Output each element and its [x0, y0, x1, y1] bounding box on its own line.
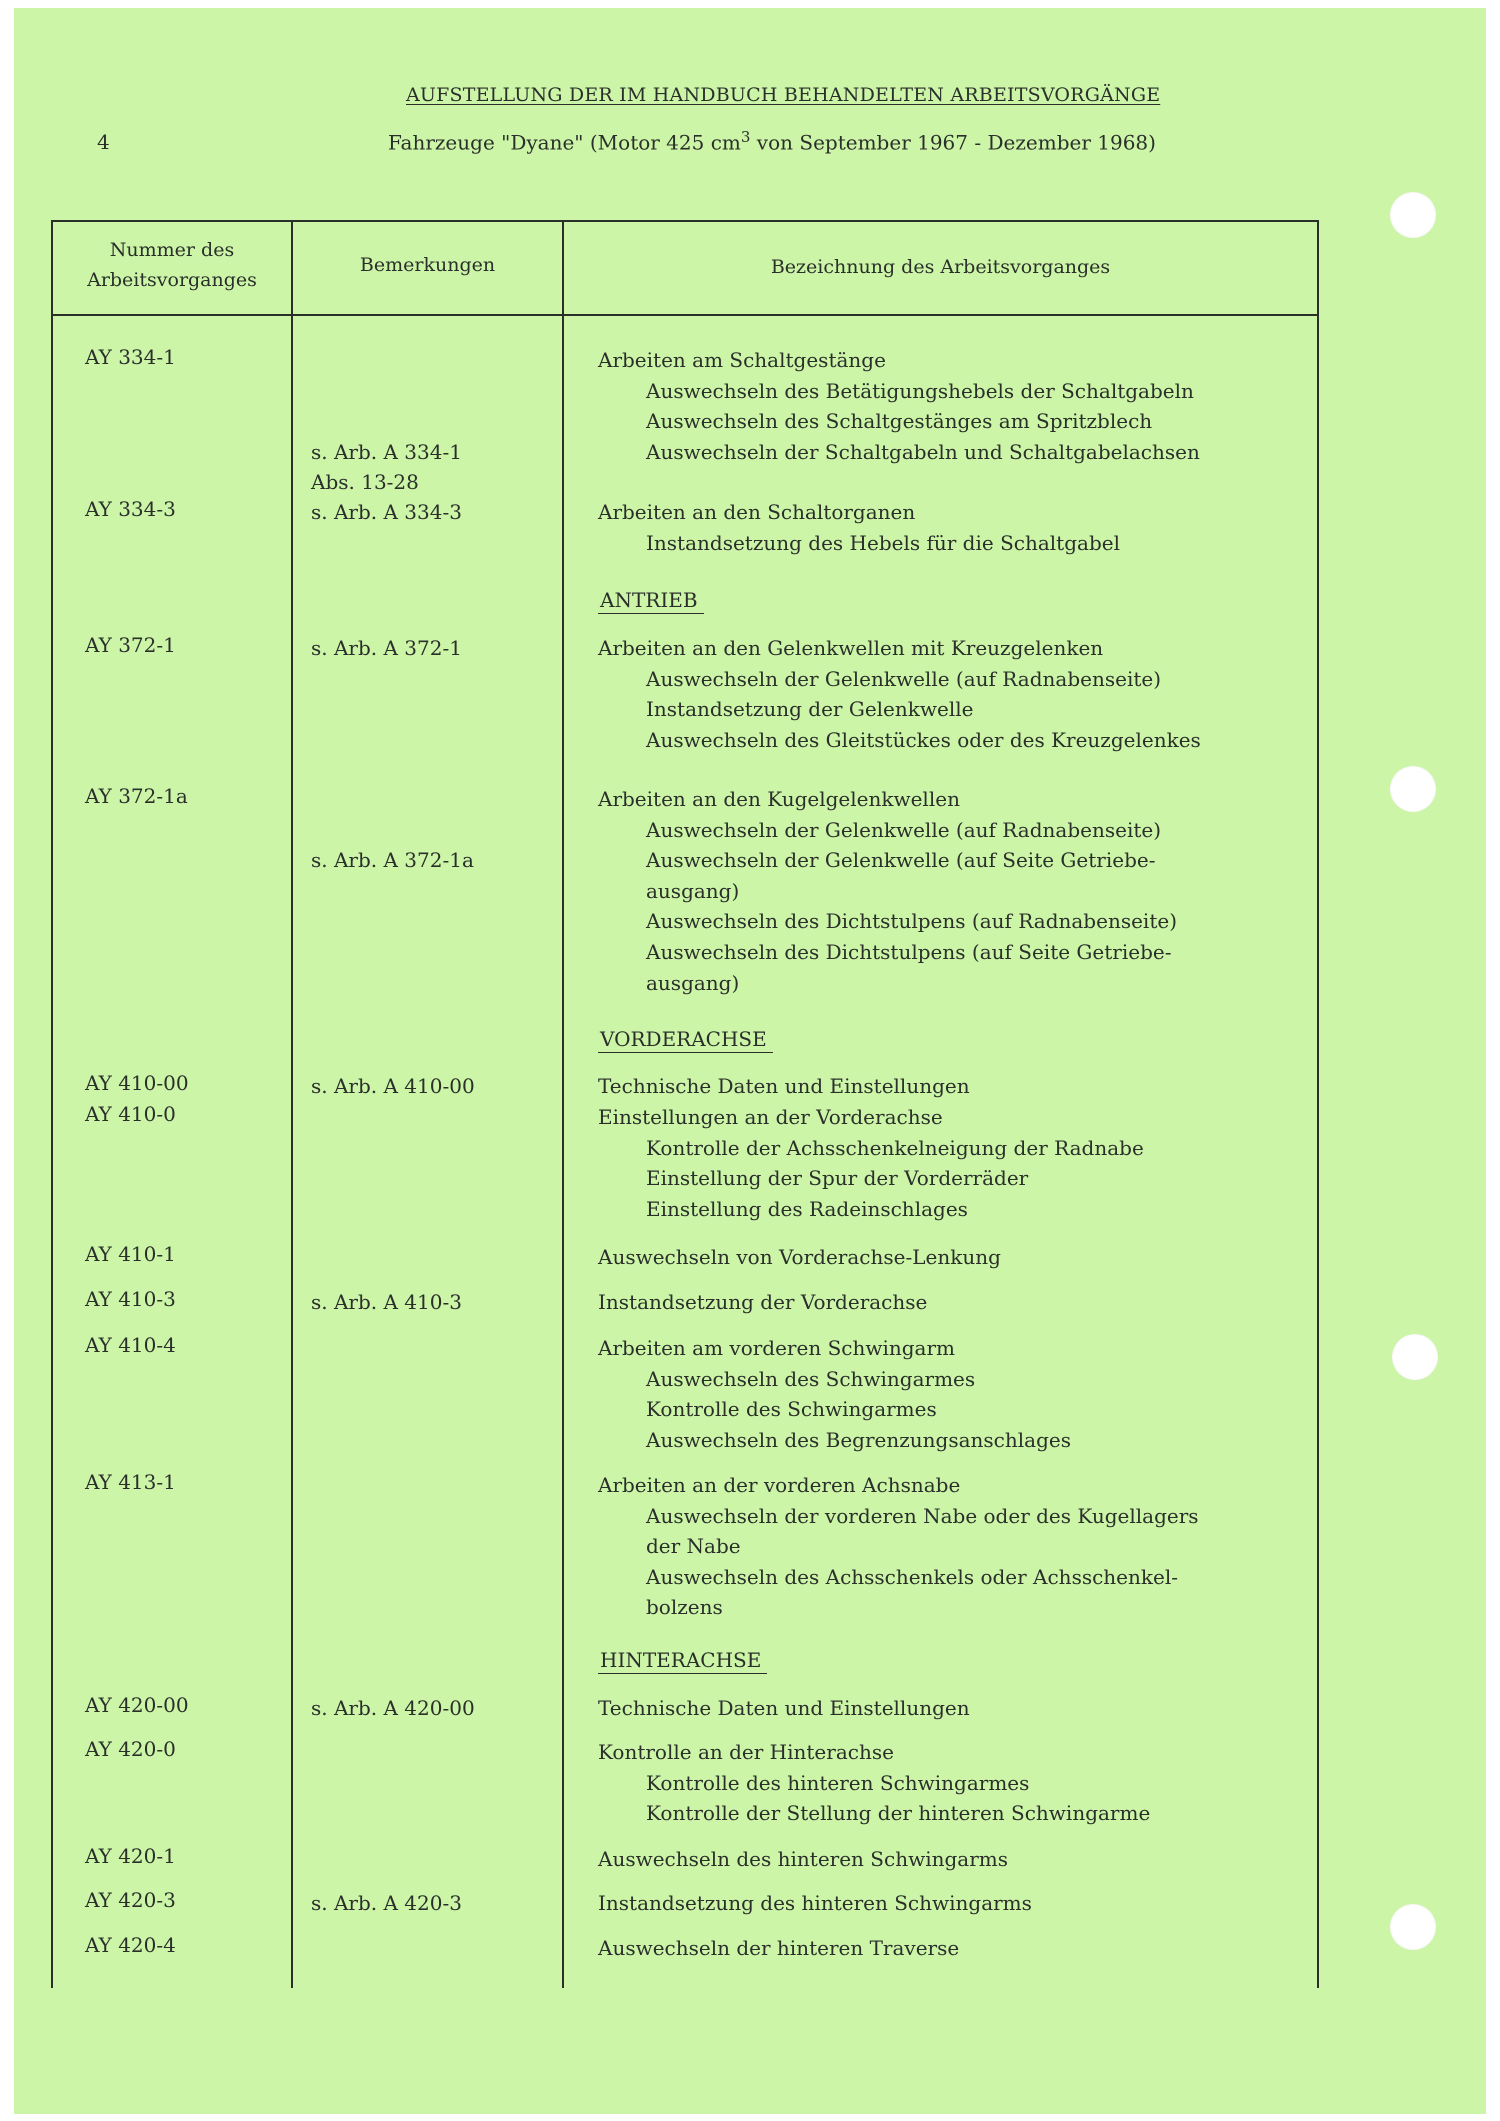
document-subtitle: [388, 128, 1156, 155]
sub-operation-line: Auswechseln des Schwingarmes: [646, 1366, 976, 1391]
punch-hole: [1392, 1334, 1438, 1380]
operation-title: Arbeiten an den Kugelgelenkwellen: [598, 787, 960, 811]
sub-operation-line: Auswechseln der vorderen Nabe oder des Kugellagers: [646, 1503, 1199, 1528]
operation-number: AY 420-1: [85, 1844, 176, 1868]
description-cell: [598, 1933, 1298, 1964]
sub-operation-line: Instandsetzung des Hebels für die Schaltgabel: [646, 530, 1120, 555]
description-cell: [598, 1844, 1298, 1875]
description-cell: [598, 1470, 1298, 1623]
sub-operation-line: Auswechseln des Achsschenkels oder Achsschenkel-: [646, 1564, 1179, 1589]
sub-operation-line: Auswechseln des Betätigungshebels der Schaltgabeln: [646, 378, 1194, 403]
remark-line: Abs. 13-28: [311, 470, 419, 495]
punch-hole: [1390, 766, 1436, 812]
description-cell: [598, 345, 1298, 467]
column-header-number-line2: Arbeitsvorganges: [87, 269, 257, 291]
remark-line: [311, 376, 571, 407]
description-cell: [598, 1287, 1298, 1318]
sub-operation-line: Instandsetzung der Gelenkwelle: [646, 697, 974, 722]
remark-line: s. Arb. A 410-3: [311, 1290, 462, 1314]
remark-line: [311, 784, 571, 815]
sub-operation-line: Einstellung des Radeinschlages: [646, 1196, 968, 1221]
operation-title: Technische Daten und Einstellungen: [598, 1074, 970, 1098]
description-cell: [598, 497, 1298, 558]
section-heading: VORDERACHSE: [598, 1026, 773, 1053]
column-header-number-line1: Nummer des: [109, 239, 235, 261]
subtitle-main: Fahrzeuge "Dyane" (Motor 425 cm: [388, 130, 741, 155]
sub-operation-line: Auswechseln des Gleitstückes oder des Kreuzgelenkes: [646, 727, 1201, 752]
operation-number: AY 372-1a: [85, 784, 188, 808]
remark-line: s. Arb. A 334-3: [311, 500, 462, 524]
sub-operation-line: Auswechseln der Gelenkwelle (auf Radnabenseite): [646, 817, 1162, 842]
operation-number: AY 334-3: [85, 497, 176, 521]
punch-hole: [1390, 192, 1436, 238]
operation-number: AY 420-3: [85, 1888, 176, 1912]
remarks-cell: [311, 784, 571, 876]
operation-title: Auswechseln von Vorderachse-Lenkung: [598, 1245, 1001, 1269]
remark-line: s. Arb. A 420-3: [311, 1891, 462, 1915]
operation-title: Arbeiten an den Schaltorganen: [598, 500, 916, 524]
operation-number: AY 410-00: [85, 1071, 189, 1095]
operations-table: [51, 207, 1319, 1988]
operation-number: AY 410-4: [85, 1333, 176, 1357]
description-cell: [598, 1333, 1298, 1455]
remark-line: s. Arb. A 334-1: [311, 439, 462, 464]
remarks-cell: [311, 345, 571, 498]
description-cell: [598, 633, 1298, 755]
column-header-number: [53, 235, 291, 295]
operation-title: Arbeiten an den Gelenkwellen mit Kreuzgelenken: [598, 636, 1104, 660]
operation-title: Instandsetzung der Vorderachse: [598, 1290, 928, 1314]
sub-operation-line: der Nabe: [646, 1534, 741, 1559]
remarks-cell: [311, 1071, 571, 1102]
punch-hole: [1390, 1904, 1436, 1950]
document-title: AUFSTELLUNG DER IM HANDBUCH BEHANDELTEN ARBEITSVORGÄNGE: [406, 84, 1161, 106]
operation-title: Auswechseln der hinteren Traverse: [598, 1936, 960, 1960]
operation-title: Arbeiten am Schaltgestänge: [598, 348, 886, 372]
operation-number: AY 413-1: [85, 1470, 176, 1494]
sub-operation-line: ausgang): [646, 878, 740, 903]
document-page: [14, 8, 1486, 2114]
remark-line: [311, 406, 571, 437]
operation-number: AY 410-3: [85, 1287, 176, 1311]
table-column-divider: [291, 220, 293, 1988]
operation-title: Auswechseln des hinteren Schwingarms: [598, 1847, 1008, 1871]
column-header-remarks: Bemerkungen: [359, 254, 496, 276]
section-heading: HINTERACHSE: [598, 1647, 767, 1674]
operation-number: AY 420-0: [85, 1737, 176, 1761]
section-heading-cell: [598, 587, 1298, 614]
sub-operation-line: Auswechseln der Gelenkwelle (auf Seite Getriebe-: [646, 848, 1156, 873]
operation-title: Instandsetzung des hinteren Schwingarms: [598, 1891, 1032, 1915]
sub-operation-line: Auswechseln des Schaltgestänges am Spritzblech: [646, 409, 1153, 434]
description-cell: [598, 1888, 1298, 1919]
section-heading: ANTRIEB: [598, 587, 704, 614]
remark-line: s. Arb. A 372-1a: [311, 848, 474, 873]
remark-line: [311, 345, 571, 376]
remarks-cell: [311, 633, 571, 664]
subtitle-superscript: 3: [740, 128, 751, 146]
operation-number: AY 420-00: [85, 1693, 189, 1717]
table-border-right: [1317, 220, 1319, 1988]
remarks-cell: [311, 1287, 571, 1318]
sub-operation-line: Kontrolle des Schwingarmes: [646, 1397, 937, 1422]
section-heading-cell: [598, 1026, 1298, 1053]
operation-number: AY 420-4: [85, 1933, 176, 1957]
table-header-divider: [51, 314, 1319, 316]
table-border-left: [51, 220, 53, 1988]
description-cell: [598, 1071, 1298, 1102]
remark-line: s. Arb. A 410-00: [311, 1074, 475, 1098]
sub-operation-line: ausgang): [646, 970, 740, 995]
remark-line: s. Arb. A 372-1: [311, 636, 462, 660]
remarks-cell: [311, 1888, 571, 1919]
operation-title: Arbeiten am vorderen Schwingarm: [598, 1336, 956, 1360]
sub-operation-line: bolzens: [646, 1595, 723, 1620]
operation-title: Einstellungen an der Vorderachse: [598, 1105, 943, 1129]
sub-operation-line: Kontrolle des hinteren Schwingarmes: [646, 1770, 1030, 1795]
sub-operation-line: Kontrolle der Stellung der hinteren Schwingarme: [646, 1801, 1151, 1826]
section-heading-cell: [598, 1647, 1298, 1674]
sub-operation-line: Einstellung der Spur der Vorderräder: [646, 1166, 1029, 1191]
operation-title: Kontrolle an der Hinterachse: [598, 1740, 894, 1764]
sub-operation-line: Auswechseln des Begrenzungsanschlages: [646, 1427, 1071, 1452]
operation-number: AY 334-1: [85, 345, 176, 369]
sub-operation-line: Auswechseln der Gelenkwelle (auf Radnabenseite): [646, 666, 1162, 691]
operation-number: AY 410-1: [85, 1242, 176, 1266]
page-number: 4: [97, 130, 110, 154]
description-cell: [598, 784, 1298, 998]
operation-title: Arbeiten an der vorderen Achsnabe: [598, 1473, 961, 1497]
remarks-cell: [311, 1693, 571, 1724]
sub-operation-line: Kontrolle der Achsschenkelneigung der Radnabe: [646, 1135, 1144, 1160]
remarks-cell: [311, 497, 571, 528]
remark-line: s. Arb. A 420-00: [311, 1696, 475, 1720]
description-cell: [598, 1102, 1298, 1224]
description-cell: [598, 1693, 1298, 1724]
description-cell: [598, 1737, 1298, 1829]
column-header-description: Bezeichnung des Arbeitsvorganges: [770, 256, 1111, 278]
table-border-top: [51, 220, 1319, 222]
subtitle-range: von September 1967 - Dezember 1968): [750, 130, 1156, 155]
description-cell: [598, 1242, 1298, 1273]
operation-title: Technische Daten und Einstellungen: [598, 1696, 970, 1720]
operation-number: AY 372-1: [85, 633, 176, 657]
sub-operation-line: Auswechseln der Schaltgabeln und Schaltgabelachsen: [646, 439, 1200, 464]
sub-operation-line: Auswechseln des Dichtstulpens (auf Seite Getriebe-: [646, 939, 1172, 964]
sub-operation-line: Auswechseln des Dichtstulpens (auf Radnabenseite): [646, 909, 1177, 934]
remark-line: [311, 815, 571, 846]
operation-number: AY 410-0: [85, 1102, 176, 1126]
